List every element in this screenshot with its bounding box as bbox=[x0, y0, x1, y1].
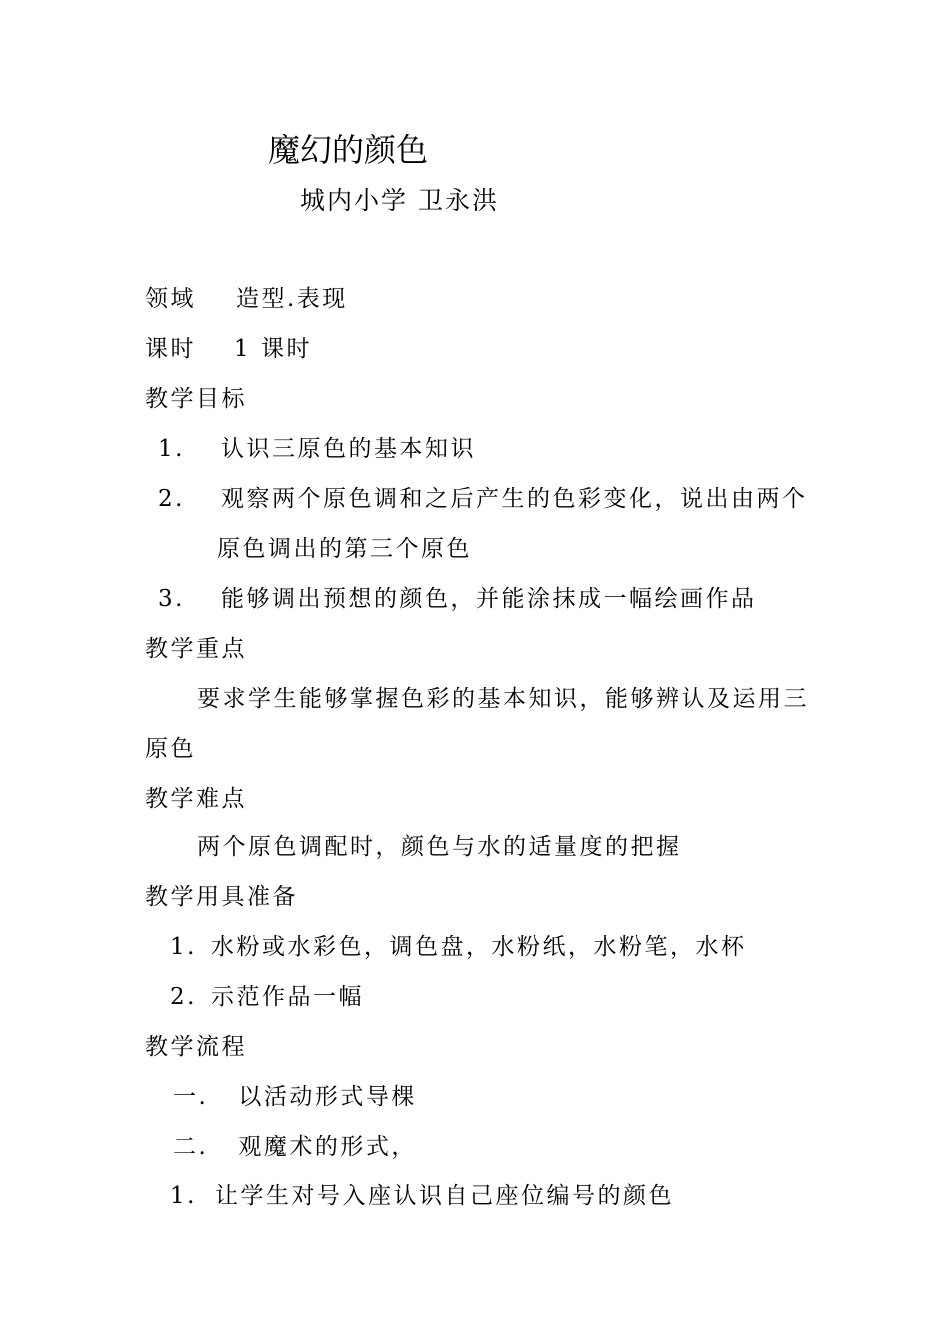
goal-item bbox=[158, 484, 807, 514]
key-point-text: 要求学生能够掌握色彩的基本知识，能够辨认及运用三 bbox=[197, 686, 809, 712]
process-step-text: 观魔术的形式， bbox=[238, 1134, 417, 1160]
tool-item bbox=[170, 932, 746, 962]
process-step-text: 以活动形式导棵 bbox=[238, 1084, 417, 1110]
tool-number: 2. bbox=[170, 984, 197, 1010]
tool-text: 水粉或水彩色，调色盘，水粉纸，水粉笔，水杯 bbox=[210, 934, 747, 960]
document-title: 魔幻的颜色 bbox=[268, 131, 429, 169]
difficulty-text: 两个原色调配时，颜色与水的适量度的把握 bbox=[197, 834, 682, 860]
goal-text: 认识三原色的基本知识 bbox=[220, 436, 476, 462]
hours-row bbox=[145, 334, 312, 364]
goal-item bbox=[158, 584, 756, 614]
author-line: 城内小学 卫永洪 bbox=[300, 186, 499, 215]
difficulty-heading: 教学难点 bbox=[145, 786, 247, 812]
domain-label: 领域 bbox=[145, 286, 196, 312]
process-step bbox=[173, 1082, 417, 1112]
process-step-number: 一. bbox=[173, 1084, 209, 1110]
tool-text: 示范作品一幅 bbox=[210, 984, 364, 1010]
process-sub-number: 1. bbox=[170, 1183, 197, 1209]
process-sub-text: 让学生对号入座认识自己座位编号的颜色 bbox=[214, 1183, 674, 1209]
tools-heading: 教学用具准备 bbox=[145, 884, 298, 910]
goal-item bbox=[158, 434, 476, 464]
tool-number: 1. bbox=[170, 934, 197, 960]
process-step-number: 二. bbox=[173, 1134, 209, 1160]
hours-label: 课时 bbox=[145, 336, 196, 362]
goal-number: 3. bbox=[158, 586, 185, 612]
process-step bbox=[173, 1132, 417, 1162]
goals-heading: 教学目标 bbox=[145, 386, 247, 412]
tool-item bbox=[170, 982, 364, 1012]
key-point-heading: 教学重点 bbox=[145, 636, 247, 662]
domain-row bbox=[145, 284, 348, 314]
key-point-text-continued: 原色 bbox=[145, 736, 196, 762]
goal-text-continued: 原色调出的第三个原色 bbox=[217, 536, 472, 562]
process-sub-item bbox=[170, 1181, 674, 1211]
goal-number: 2. bbox=[158, 486, 185, 512]
hours-value: 1 课时 bbox=[234, 336, 312, 362]
process-heading: 教学流程 bbox=[145, 1034, 247, 1060]
domain-value: 造型.表现 bbox=[236, 286, 348, 312]
goal-number: 1. bbox=[158, 436, 185, 462]
goal-text: 观察两个原色调和之后产生的色彩变化，说出由两个 bbox=[220, 486, 808, 512]
goal-text: 能够调出预想的颜色，并能涂抹成一幅绘画作品 bbox=[220, 586, 757, 612]
